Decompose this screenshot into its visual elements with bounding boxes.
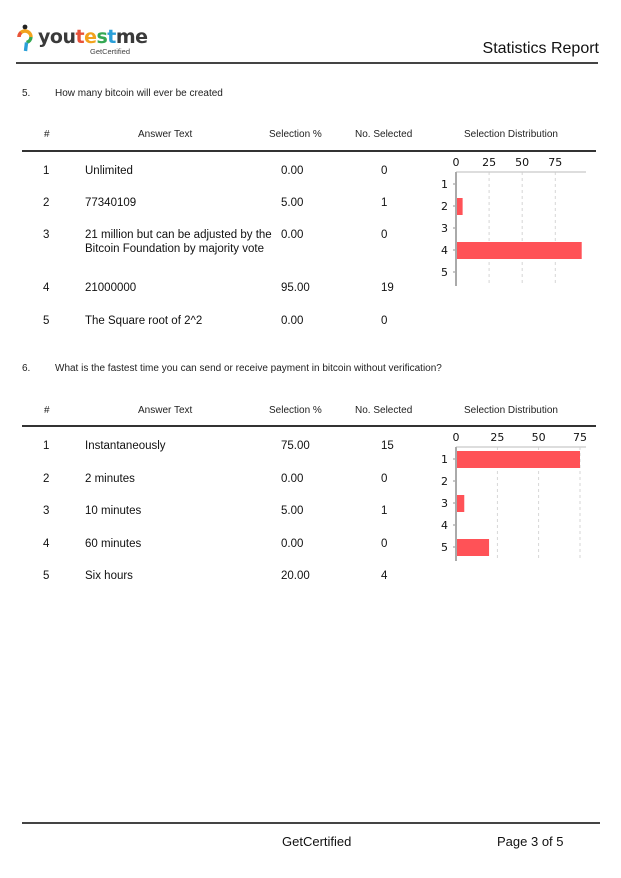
logo [16, 24, 146, 58]
row-number: 3 [43, 505, 50, 517]
bar [456, 451, 580, 468]
answer-text: 77340109 [85, 197, 137, 209]
no-selected: 0 [381, 473, 388, 485]
col-header-selection-distribution: Selection Distribution [464, 129, 558, 140]
y-tick-label: 4 [441, 519, 448, 532]
row-number: 3 [43, 229, 50, 241]
y-tick-label: 2 [441, 200, 448, 213]
y-tick-label: 5 [441, 266, 448, 279]
answer-text: 60 minutes [85, 538, 142, 550]
y-tick-label: 5 [441, 541, 448, 554]
question-text: How many bitcoin will ever be created [55, 88, 223, 99]
x-tick-label: 75 [573, 431, 587, 444]
answer-text: 21 million but can be adjusted by the Bitcoin Foundation by majority vote [85, 229, 272, 255]
col-header-no-selected: No. Selected [355, 129, 413, 140]
chart-svg [420, 425, 600, 565]
x-tick-label: 75 [548, 156, 563, 169]
footer-divider [22, 822, 600, 824]
y-tick-label: 1 [441, 178, 448, 191]
answer-text: The Square root of 2^2 [85, 315, 203, 327]
question-number: 6. [22, 363, 31, 374]
col-header-answer-text: Answer Text [138, 405, 193, 416]
selection-percent: 75.00 [281, 440, 310, 452]
report-title: Statistics Report [482, 40, 599, 57]
logo-subtitle: GetCertified [90, 47, 131, 56]
y-tick-label: 1 [441, 453, 448, 466]
no-selected: 1 [381, 197, 388, 209]
x-tick-label: 25 [490, 431, 505, 444]
row-number: 5 [43, 315, 50, 327]
y-tick-label: 4 [441, 244, 448, 257]
x-tick-label: 0 [452, 156, 460, 169]
selection-percent: 0.00 [281, 473, 304, 485]
answer-text: 2 minutes [85, 473, 135, 485]
bar [456, 495, 464, 512]
chart-svg [420, 150, 600, 290]
no-selected: 1 [381, 505, 388, 517]
selection-percent: 0.00 [281, 315, 304, 327]
bar [456, 539, 489, 556]
y-tick-label: 3 [441, 497, 448, 510]
selection-percent: 95.00 [281, 282, 310, 294]
youtestme-logo-icon [16, 24, 34, 56]
col-header-number: # [44, 405, 50, 416]
answer-text: 10 minutes [85, 505, 142, 517]
header-divider [16, 62, 598, 64]
selection-distribution-chart-q5 [420, 150, 600, 290]
no-selected: 0 [381, 315, 388, 327]
col-header-answer-text: Answer Text [138, 129, 193, 140]
row-number: 1 [43, 440, 50, 452]
row-number: 4 [43, 538, 50, 550]
selection-distribution-chart-q6 [420, 425, 600, 565]
y-tick-label: 2 [441, 475, 448, 488]
y-tick-label: 3 [441, 222, 448, 235]
selection-percent: 0.00 [281, 229, 304, 241]
no-selected: 0 [381, 229, 388, 241]
footer-company: GetCertified [282, 834, 352, 849]
selection-percent: 20.00 [281, 570, 310, 582]
row-number: 2 [43, 197, 50, 209]
answer-text: Unlimited [85, 165, 133, 177]
selection-percent: 0.00 [281, 165, 304, 177]
bar [456, 242, 582, 259]
logo-wordmark: youtestme [38, 26, 148, 48]
no-selected: 0 [381, 538, 388, 550]
col-header-number: # [44, 129, 50, 140]
question-text: What is the fastest time you can send or receive payment in bitcoin without verification? [55, 363, 442, 374]
x-tick-label: 50 [515, 156, 530, 169]
col-header-selection-distribution: Selection Distribution [464, 405, 558, 416]
no-selected: 15 [381, 440, 394, 452]
x-tick-label: 50 [531, 431, 546, 444]
no-selected: 4 [381, 570, 388, 582]
x-tick-label: 0 [452, 431, 460, 444]
answer-text: Six hours [85, 570, 133, 582]
answer-text: Instantaneously [85, 440, 166, 452]
no-selected: 0 [381, 165, 388, 177]
selection-percent: 0.00 [281, 538, 304, 550]
selection-percent: 5.00 [281, 197, 304, 209]
row-number: 2 [43, 473, 50, 485]
row-number: 4 [43, 282, 50, 294]
col-header-selection-percent: Selection % [269, 405, 322, 416]
row-number: 1 [43, 165, 50, 177]
page-number: Page 3 of 5 [497, 834, 564, 849]
col-header-selection-percent: Selection % [269, 129, 322, 140]
x-tick-label: 25 [482, 156, 497, 169]
answer-text: 21000000 [85, 282, 137, 294]
selection-percent: 5.00 [281, 505, 304, 517]
question-number: 5. [22, 88, 31, 99]
col-header-no-selected: No. Selected [355, 405, 413, 416]
no-selected: 19 [381, 282, 394, 294]
row-number: 5 [43, 570, 50, 582]
